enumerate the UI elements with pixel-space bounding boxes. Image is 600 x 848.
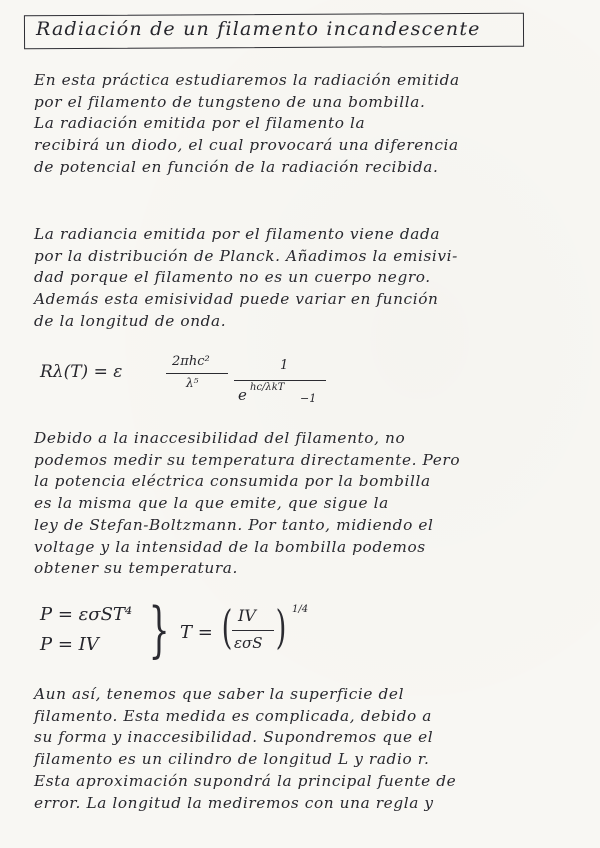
paragraph-planck	[34, 224, 582, 333]
text-line: La radiancia emitida por el filamento viene dada	[34, 225, 441, 243]
text-line: de potencial en función de la radiación recibida.	[34, 157, 439, 176]
stefan-result-exponent: 1/4	[292, 604, 309, 615]
text-line: Aun así, tenemos que saber la superficie del	[34, 685, 405, 703]
stefan-line-1: P = εσST⁴	[40, 604, 133, 625]
planck-denominator-exponent: hc/λkT	[250, 382, 285, 393]
stefan-result-numerator: IV	[238, 606, 256, 625]
text-line: Esta aproximación supondrá la principal fuente de	[34, 771, 457, 790]
text-line: La radiación emitida por el filamento la	[34, 114, 366, 133]
text-line: Debido a la inaccesibilidad del filamento, no	[34, 429, 406, 447]
text-line: es la misma que la que emite, que sigue la	[34, 494, 389, 513]
text-line: voltage y la intensidad de la bombilla podemos	[34, 537, 426, 556]
text-line: de la longitud de onda.	[34, 311, 227, 330]
text-line: la potencia eléctrica consumida por la bombilla	[34, 472, 431, 491]
paragraph-intro	[34, 70, 582, 179]
paragraph-stefan	[34, 428, 582, 580]
text-line: dad porque el filamento no es un cuerpo negro.	[34, 268, 431, 287]
text-line: por el filamento de tungsteno de una bombilla.	[34, 92, 426, 111]
planck-denominator-base: e	[238, 386, 247, 404]
text-line: podemos medir su temperatura directamente. Pero	[34, 450, 461, 469]
page-title: Radiación de un filamento incandescente	[36, 18, 481, 40]
paragraph-surface	[34, 684, 582, 814]
stefan-result-lhs: T =	[180, 622, 213, 643]
planck-denominator-1: λ⁵	[186, 376, 199, 390]
planck-lhs: Rλ(T) = ε	[40, 362, 123, 382]
text-line: En esta práctica estudiaremos la radiación emitida	[34, 71, 460, 89]
text-line: su forma y inaccesibilidad. Supondremos que el	[34, 728, 434, 747]
planck-numerator-2: 1	[280, 358, 289, 373]
planck-numerator-1: 2πhc²	[172, 354, 210, 369]
text-line: error. La longitud la mediremos con una regla y	[34, 793, 434, 812]
text-line: por la distribución de Planck. Añadimos la emisivi-	[34, 246, 458, 265]
close-paren: )	[275, 600, 287, 654]
stefan-result-denominator: εσS	[234, 634, 263, 652]
text-line: ley de Stefan-Boltzmann. Por tanto, midiendo el	[34, 515, 434, 534]
planck-denominator-tail: −1	[300, 392, 317, 405]
stefan-fraction-bar	[232, 630, 274, 631]
text-line: Además esta emisividad puede variar en función	[34, 290, 439, 309]
open-paren: (	[221, 600, 233, 654]
planck-fraction-bar-1	[166, 373, 228, 374]
stefan-line-2: P = IV	[40, 634, 99, 655]
right-brace: }	[148, 595, 170, 665]
text-line: filamento es un cilindro de longitud L y radio r.	[34, 750, 430, 769]
text-line: filamento. Esta medida es complicada, debido a	[34, 706, 433, 725]
planck-fraction-bar-2	[234, 380, 326, 381]
text-line: recibirá un diodo, el cual provocará una diferencia	[34, 136, 459, 155]
text-line: obtener su temperatura.	[34, 559, 238, 578]
